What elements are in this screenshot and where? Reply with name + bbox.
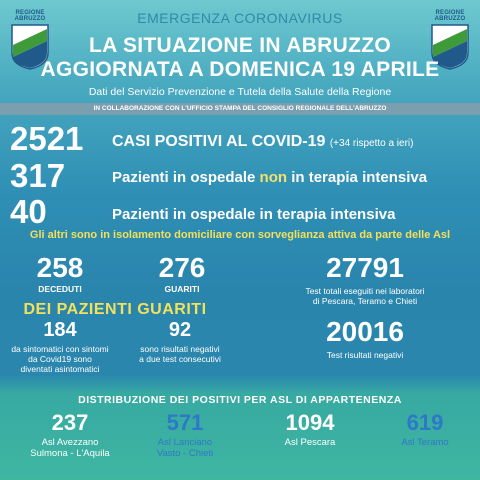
asl-lanciano-value: 571 xyxy=(166,410,204,435)
label-line: Test totali eseguiti nei laboratori xyxy=(305,286,425,296)
test-negativi-value: 20016 xyxy=(326,316,404,347)
label-pre: Pazienti in ospedale xyxy=(112,169,260,186)
label-line: da sintomatici con sintomi xyxy=(11,344,109,354)
deceduti-label: DECEDUTI xyxy=(38,284,82,294)
asl-teramo-value: 619 xyxy=(406,410,444,435)
label-line: Sulmona - L'Aquila xyxy=(30,448,110,459)
collaboration-text: IN COLLABORAZIONE CON L'UFFICIO STAMPA DEL CONSIGLIO REGIONALE DELL'ABRUZZO xyxy=(93,105,387,112)
asl-pescara-value: 1094 xyxy=(285,410,335,435)
label-line: diventati asintomatici xyxy=(20,364,100,374)
asl-teramo-label: Asl Teramo xyxy=(401,437,449,448)
asintomatici-label xyxy=(0,344,120,374)
positivi-label-row xyxy=(112,133,413,151)
asl-pescara-label: Asl Pescara xyxy=(284,437,336,448)
deceduti-value: 258 xyxy=(36,252,84,283)
logo-caption: REGIONE ABRUZZO xyxy=(434,10,466,22)
guariti-section-title: DEI PAZIENTI GUARITI xyxy=(23,301,207,318)
positivi-label: CASI POSITIVI AL COVID-19 xyxy=(112,133,326,150)
label-line: da Covid19 sono xyxy=(28,354,92,364)
label-line: Vasto - Chieti xyxy=(156,448,214,459)
ospedale-non-ti-value: 317 xyxy=(10,157,66,194)
test-totali-value: 27791 xyxy=(326,252,404,283)
asl-avezzano-value: 237 xyxy=(51,410,89,435)
page-title-line2: AGGIORNATA A DOMENICA 19 APRILE xyxy=(40,58,440,81)
negativi2-label xyxy=(125,344,235,364)
label-post: in terapia intensiva xyxy=(287,169,428,186)
ospedale-ti-value: 40 xyxy=(10,193,47,230)
test-totali-label xyxy=(260,286,470,306)
label-line: Asl Avezzano xyxy=(41,437,99,448)
page-title-line1: LA SITUAZIONE IN ABRUZZO xyxy=(89,34,391,57)
isolamento-note: Gli altri sono in isolamento domiciliare con sorveglianza attiva da parte delle Asl xyxy=(29,229,451,241)
test-negativi-label: Test risultati negativi xyxy=(326,350,404,360)
distribution-title: DISTRIBUZIONE DEI POSITIVI PER ASL DI APPARTENENZA xyxy=(78,394,402,406)
positivi-value: 2521 xyxy=(10,120,84,157)
ospedale-ti-label: Pazienti in ospedale in terapia intensiva xyxy=(112,206,396,223)
logo-caption: REGIONE ABRUZZO xyxy=(14,10,46,22)
collaboration-band xyxy=(0,103,480,115)
emergency-heading: EMERGENZA CORONAVIRUS xyxy=(137,10,343,26)
label-line: a due test consecutivi xyxy=(139,354,221,364)
asintomatici-value: 184 xyxy=(43,319,77,341)
label-line: sono risultati negativi xyxy=(140,344,220,354)
negativi2-value: 92 xyxy=(168,319,192,341)
label-line: di Pescara, Teramo e Chieti xyxy=(312,296,418,306)
label-line: Asl Lanciano xyxy=(157,437,213,448)
page-subtitle: Dati del Servizio Prevenzione e Tutela della Salute della Regione xyxy=(88,86,392,98)
asl-lanciano-label xyxy=(125,437,245,459)
guariti-value: 276 xyxy=(158,252,206,283)
asl-avezzano-label xyxy=(10,437,130,459)
guariti-label: GUARITI xyxy=(164,284,200,294)
positivi-delta: (+34 rispetto a ieri) xyxy=(329,138,414,149)
label-highlight: non xyxy=(259,169,288,186)
ospedale-non-ti-label xyxy=(112,169,427,186)
